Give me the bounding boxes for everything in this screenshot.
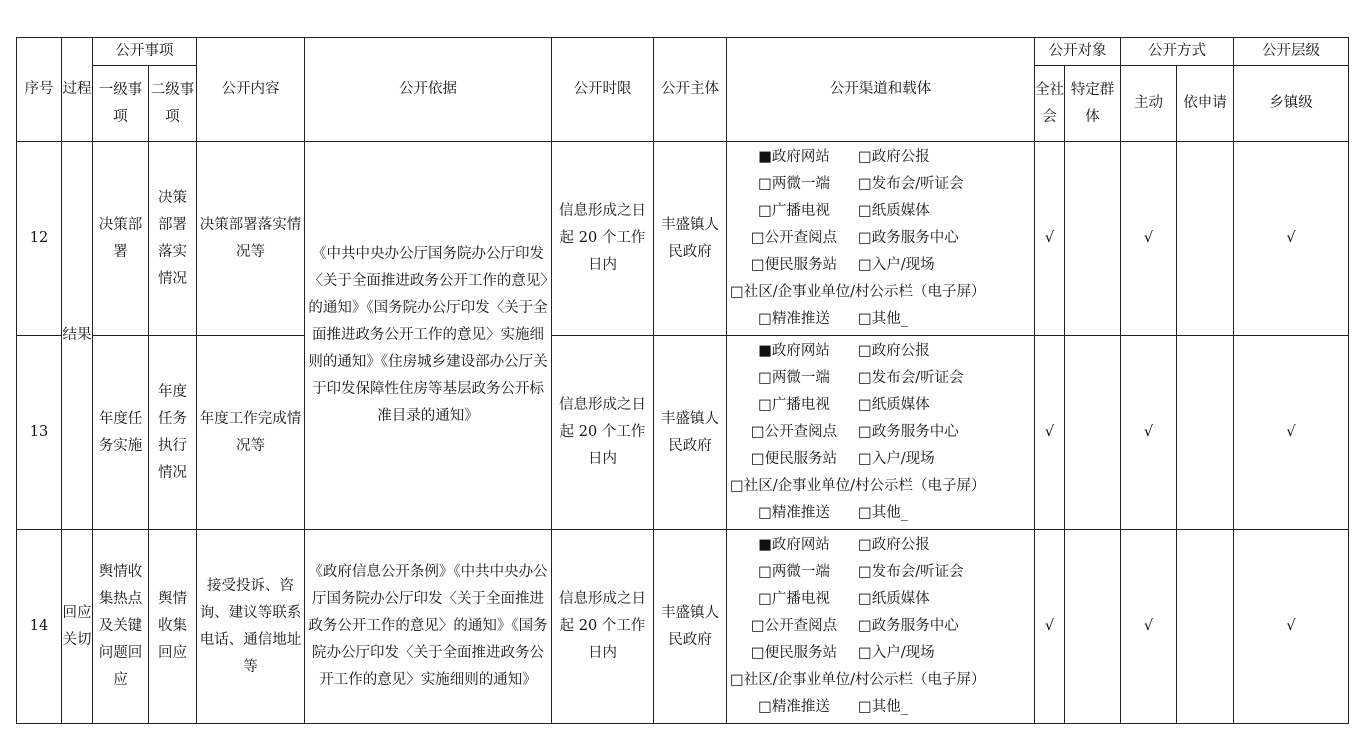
subject-cell: 丰盛镇人民政府 bbox=[654, 336, 727, 530]
channel-line: ■政府网站 □政府公报 bbox=[758, 149, 930, 165]
level-town-cell: √ bbox=[1234, 336, 1349, 530]
channel-line: ■政府网站 □政府公报 bbox=[758, 537, 930, 553]
audience-specific-cell bbox=[1065, 336, 1121, 530]
basis-cell: 《政府信息公开条例》《中共中央办公厅国务院办公厅印发〈关于全面推进政务公开工作的意见〉的通知》《国务院办公厅印发〈关于全面推进政务公开工作的意见〉实施细则的通知》 bbox=[305, 530, 552, 724]
col-header-basis: 公开依据 bbox=[305, 38, 552, 142]
channel-line: □公开查阅点 □政务服务中心 bbox=[750, 618, 959, 634]
process-cell: 回应关切 bbox=[62, 530, 93, 724]
channel-line: □精准推送 □其他_ bbox=[758, 505, 908, 521]
time-limit-cell: 信息形成之日起 20 个工作日内 bbox=[552, 336, 654, 530]
col-header-seq: 序号 bbox=[17, 38, 62, 142]
time-limit-cell: 信息形成之日起 20 个工作日内 bbox=[552, 530, 654, 724]
level-town-cell: √ bbox=[1234, 142, 1349, 336]
col-header-time-limit: 公开时限 bbox=[552, 38, 654, 142]
disclosure-table bbox=[16, 37, 1349, 724]
channel-line: □公开查阅点 □政务服务中心 bbox=[750, 424, 959, 440]
mode-active-cell: √ bbox=[1121, 530, 1177, 724]
table-row bbox=[17, 142, 1349, 336]
table-row bbox=[17, 530, 1349, 724]
col-header-items-group: 公开事项 bbox=[93, 38, 197, 66]
mode-request-cell bbox=[1177, 336, 1234, 530]
content-cell: 年度工作完成情况等 bbox=[197, 336, 305, 530]
audience-all-cell: √ bbox=[1035, 142, 1065, 336]
channel-line: □社区/企事业单位/村公示栏（电子屏） bbox=[730, 672, 986, 688]
time-limit-cell: 信息形成之日起 20 个工作日内 bbox=[552, 142, 654, 336]
col-header-process: 过程 bbox=[62, 38, 93, 142]
channel-line: □公开查阅点 □政务服务中心 bbox=[750, 230, 959, 246]
channel-line: □广播电视 □纸质媒体 bbox=[758, 591, 930, 607]
channel-line: □精准推送 □其他_ bbox=[758, 699, 908, 715]
level2-cell: 舆情收集回应 bbox=[149, 530, 197, 724]
col-header-level2: 二级事项 bbox=[149, 66, 197, 142]
col-header-level-group: 公开层级 bbox=[1234, 38, 1349, 66]
channels-cell bbox=[727, 336, 1035, 530]
channel-line: □两微一端 □发布会/听证会 bbox=[758, 564, 964, 580]
channel-line: □社区/企事业单位/村公示栏（电子屏） bbox=[730, 478, 986, 494]
content-cell: 接受投诉、咨询、建议等联系电话、通信地址等 bbox=[197, 530, 305, 724]
col-header-level-town: 乡镇级 bbox=[1234, 66, 1349, 142]
process-cell: 结果 bbox=[62, 142, 93, 530]
audience-specific-cell bbox=[1065, 530, 1121, 724]
col-header-mode-active: 主动 bbox=[1121, 66, 1177, 142]
channel-line: □便民服务站 □入户/现场 bbox=[750, 257, 935, 273]
col-header-level1: 一级事项 bbox=[93, 66, 149, 142]
audience-all-cell: √ bbox=[1035, 336, 1065, 530]
col-header-mode-group: 公开方式 bbox=[1121, 38, 1234, 66]
channel-line: □广播电视 □纸质媒体 bbox=[758, 397, 930, 413]
channels-cell bbox=[727, 142, 1035, 336]
col-header-audience-specific: 特定群体 bbox=[1065, 66, 1121, 142]
mode-active-cell: √ bbox=[1121, 336, 1177, 530]
level-town-cell: √ bbox=[1234, 530, 1349, 724]
channel-line: □两微一端 □发布会/听证会 bbox=[758, 370, 964, 386]
audience-all-cell: √ bbox=[1035, 530, 1065, 724]
col-header-channels: 公开渠道和载体 bbox=[727, 38, 1035, 142]
channels-cell bbox=[727, 530, 1035, 724]
header-row-1 bbox=[17, 38, 1349, 66]
channel-line: ■政府网站 □政府公报 bbox=[758, 343, 930, 359]
subject-cell: 丰盛镇人民政府 bbox=[654, 142, 727, 336]
level1-cell: 年度任务实施 bbox=[93, 336, 149, 530]
channel-line: □精准推送 □其他_ bbox=[758, 311, 908, 327]
channel-line: □便民服务站 □入户/现场 bbox=[750, 451, 935, 467]
seq-cell: 12 bbox=[17, 142, 62, 336]
level2-cell: 决策部署落实情况 bbox=[149, 142, 197, 336]
channel-line: □广播电视 □纸质媒体 bbox=[758, 203, 930, 219]
level2-cell: 年度任务执行情况 bbox=[149, 336, 197, 530]
mode-request-cell bbox=[1177, 142, 1234, 336]
level1-cell: 舆情收集热点及关键问题回应 bbox=[93, 530, 149, 724]
mode-active-cell: √ bbox=[1121, 142, 1177, 336]
channel-line: □社区/企事业单位/村公示栏（电子屏） bbox=[730, 284, 986, 300]
col-header-content: 公开内容 bbox=[197, 38, 305, 142]
col-header-audience-group: 公开对象 bbox=[1035, 38, 1121, 66]
audience-specific-cell bbox=[1065, 142, 1121, 336]
mode-request-cell bbox=[1177, 530, 1234, 724]
content-cell: 决策部署落实情况等 bbox=[197, 142, 305, 336]
seq-cell: 13 bbox=[17, 336, 62, 530]
subject-cell: 丰盛镇人民政府 bbox=[654, 530, 727, 724]
channel-line: □便民服务站 □入户/现场 bbox=[750, 645, 935, 661]
basis-cell: 《中共中央办公厅国务院办公厅印发〈关于全面推进政务公开工作的意见〉的通知》《国务院办公厅印发〈关于全面推进政务公开工作的意见〉实施细则的通知》《住房城乡建设部办公厅关于印发保障性住房等基层政务公开标准目录的通知》 bbox=[305, 142, 552, 530]
table-row bbox=[17, 336, 1349, 530]
col-header-mode-request: 依申请 bbox=[1177, 66, 1234, 142]
col-header-audience-all: 全社会 bbox=[1035, 66, 1065, 142]
channel-line: □两微一端 □发布会/听证会 bbox=[758, 176, 964, 192]
seq-cell: 14 bbox=[17, 530, 62, 724]
col-header-subject: 公开主体 bbox=[654, 38, 727, 142]
level1-cell: 决策部署 bbox=[93, 142, 149, 336]
